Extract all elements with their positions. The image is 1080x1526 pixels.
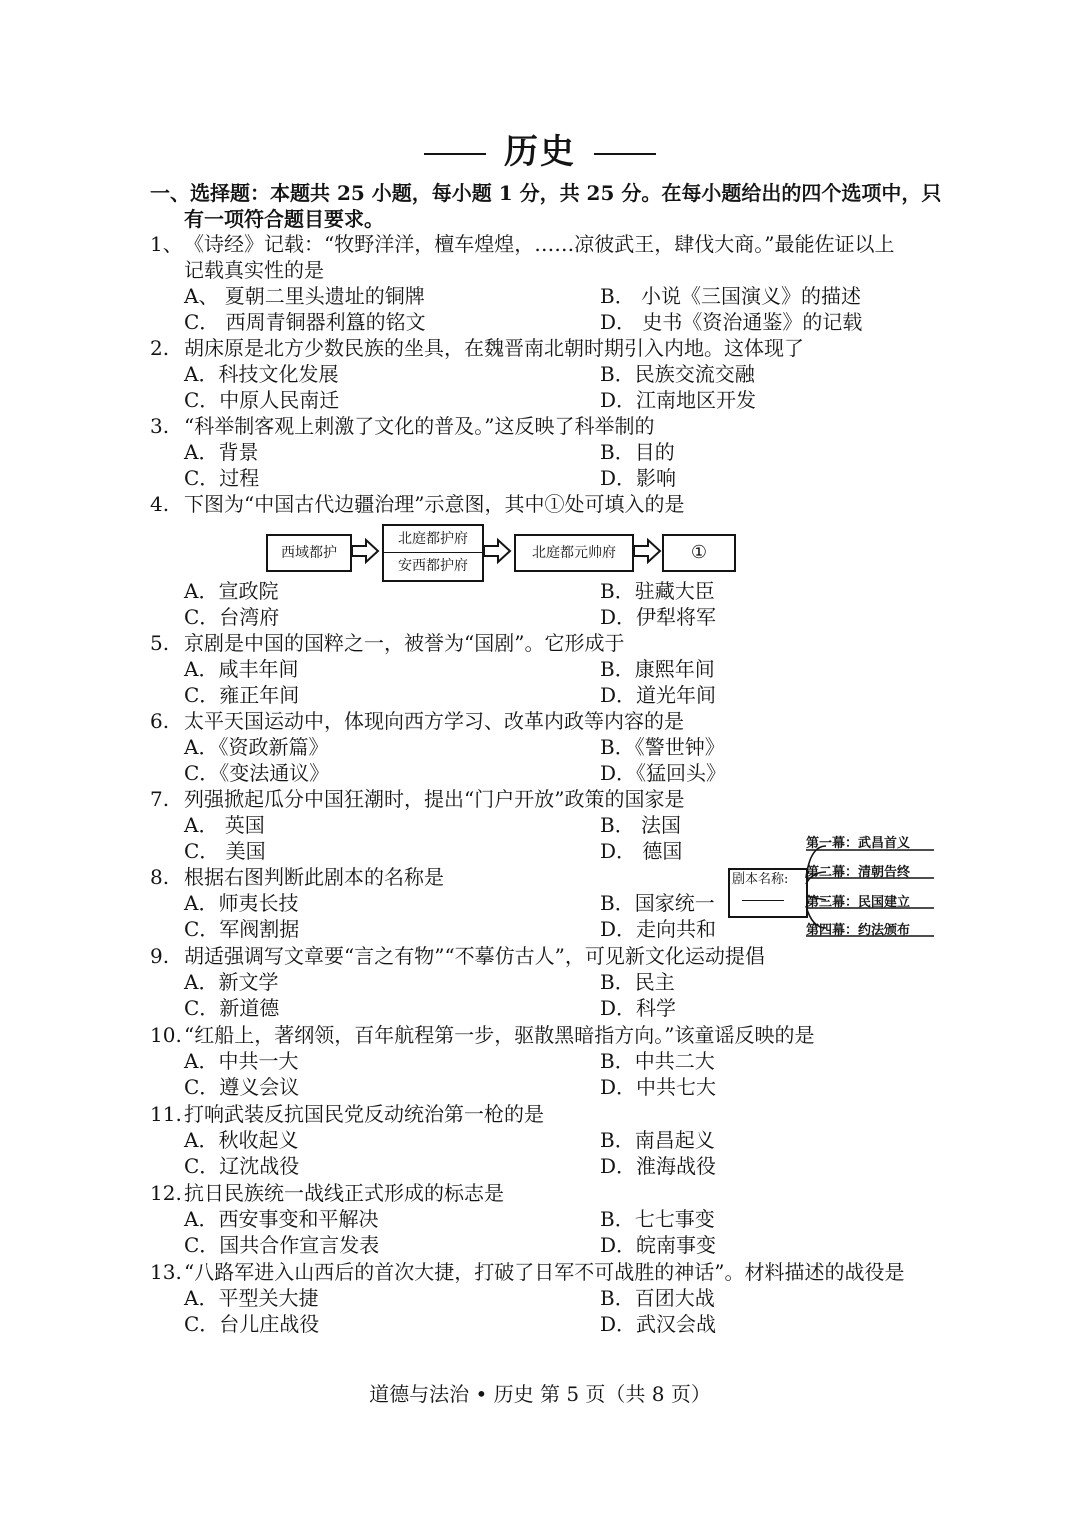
option-d[interactable]: D．道光年间: [600, 683, 717, 707]
question-number: 9.: [150, 944, 170, 968]
page-footer: 道德与法治 • 历史 第 5 页（共 8 页）: [369, 1382, 711, 1406]
option-c[interactable]: C．新道德: [184, 996, 280, 1020]
option-b[interactable]: B．民族交流交融: [600, 362, 755, 386]
question-number: 11.: [150, 1102, 182, 1126]
question-stem: 根据右图判断此剧本的名称是: [184, 865, 444, 889]
option-c[interactable]: C．雍正年间: [184, 683, 300, 707]
option-c[interactable]: C．《变法通议》: [184, 761, 330, 785]
question-stem: “科举制客观上刺激了文化的普及。”这反映了科举制的: [184, 414, 655, 438]
question-5: [150, 630, 950, 656]
option-d[interactable]: D．科学: [600, 996, 677, 1020]
option-d[interactable]: D．走向共和: [600, 917, 717, 941]
question-11: [150, 1101, 950, 1127]
script-act-3: 第三幕：民国建立: [806, 895, 911, 910]
option-c[interactable]: C．过程: [184, 466, 260, 490]
script-act-2: 第二幕：清朝告终: [806, 865, 911, 880]
option-d[interactable]: D．淮海战役: [600, 1154, 717, 1178]
option-b[interactable]: B．《警世钟》: [600, 735, 725, 759]
diagram-box-4: ①: [662, 534, 736, 572]
option-b[interactable]: B． 小说《三国演义》的描述: [600, 284, 862, 308]
option-c[interactable]: C．辽沈战役: [184, 1154, 300, 1178]
diagram-box-1: 西域都护: [266, 534, 352, 572]
option-c[interactable]: C． 美国: [184, 839, 266, 863]
option-b[interactable]: B．国家统一: [600, 891, 715, 915]
option-a[interactable]: A、 夏朝二里头遗址的铜牌: [184, 284, 425, 308]
question-number: 6.: [150, 709, 170, 733]
option-d[interactable]: D．江南地区开发: [600, 388, 757, 412]
question-number: 1、: [150, 232, 183, 256]
question-1: [150, 231, 950, 283]
question-7: [150, 786, 950, 812]
option-b[interactable]: B．中共二大: [600, 1049, 715, 1073]
question-number: 12.: [150, 1181, 182, 1205]
section-line-2: 有一项符合题目要求。: [184, 207, 384, 231]
question-stem: “八路军进入山西后的首次大捷，打破了日军不可战胜的神话”。材料描述的战役是: [184, 1260, 905, 1284]
arrow-2: [484, 540, 510, 562]
script-figure: [726, 830, 946, 940]
diagram-box-3: 北庭都元帅府: [514, 534, 634, 572]
option-a[interactable]: A．宣政院: [184, 579, 279, 603]
question-stem: 列强掀起瓜分中国狂潮时，提出“门户开放”政策的国家是: [184, 787, 685, 811]
option-d[interactable]: D．影响: [600, 466, 677, 490]
section-line-1: 一、选择题：本题共 25 小题，每小题 1 分，共 25 分。在每小题给出的四个选项中，只: [150, 181, 942, 205]
question-12: [150, 1180, 950, 1206]
question-number: 4.: [150, 492, 170, 516]
option-a[interactable]: A．咸丰年间: [184, 657, 299, 681]
question-stem: 太平天国运动中，体现向西方学习、改革内政等内容的是: [184, 709, 684, 733]
option-b[interactable]: B．七七事变: [600, 1207, 715, 1231]
option-c[interactable]: C．中原人民南迁: [184, 388, 340, 412]
question-number: 7.: [150, 787, 170, 811]
question-number: 2.: [150, 336, 170, 360]
diagram-box-2-bottom: 安西都护府: [398, 558, 468, 574]
option-a[interactable]: A．背景: [184, 440, 259, 464]
option-c[interactable]: C．遵义会议: [184, 1075, 300, 1099]
option-b[interactable]: B．康熙年间: [600, 657, 715, 681]
title-text: 历史: [504, 132, 576, 172]
section-heading: [150, 180, 950, 232]
option-a[interactable]: A．科技文化发展: [184, 362, 339, 386]
question-stem: 京剧是中国的国粹之一，被誉为“国剧”。它形成于: [184, 631, 625, 655]
script-act-4: 第四幕：约法颁布: [806, 923, 911, 938]
option-a[interactable]: A．新文学: [184, 970, 279, 994]
option-b[interactable]: B． 法国: [600, 813, 682, 837]
arrow-1: [352, 540, 378, 562]
question-stem: “红船上，著纲领，百年航程第一步，驱散黑暗指方向。”该童谣反映的是: [184, 1023, 815, 1047]
option-a[interactable]: A．秋收起义: [184, 1128, 299, 1152]
option-d[interactable]: D．《猛回头》: [600, 761, 727, 785]
question-number: 8.: [150, 865, 170, 889]
question-stem: 下图为“中国古代边疆治理”示意图，其中①处可填入的是: [184, 492, 685, 516]
option-a[interactable]: A．中共一大: [184, 1049, 299, 1073]
question-4: [150, 491, 950, 517]
title-dash-right: [594, 153, 656, 155]
border-governance-diagram: [262, 524, 742, 584]
question-number: 10.: [150, 1023, 182, 1047]
question-stem: 打响武装反抗国民党反动统治第一枪的是: [184, 1102, 544, 1126]
option-a[interactable]: A．平型关大捷: [184, 1286, 319, 1310]
option-c[interactable]: C．国共合作宣言发表: [184, 1233, 380, 1257]
script-act-1: 第一幕：武昌首义: [806, 836, 911, 851]
option-c[interactable]: C． 西周青铜器利簋的铭文: [184, 310, 426, 334]
arrow-3: [634, 540, 660, 562]
question-6: [150, 708, 950, 734]
option-d[interactable]: D．伊犁将军: [600, 605, 717, 629]
question-stem: 胡适强调写文章要“言之有物”“不摹仿古人”，可见新文化运动提倡: [184, 944, 765, 968]
question-2: [150, 335, 950, 361]
title-dash-left: [424, 153, 486, 155]
question-9: [150, 943, 950, 969]
page-title: [0, 124, 1080, 173]
question-stem-continued: 记载真实性的是: [184, 258, 324, 282]
option-a[interactable]: A．西安事变和平解决: [184, 1207, 379, 1231]
option-d[interactable]: D．皖南事变: [600, 1233, 717, 1257]
option-b[interactable]: B．南昌起义: [600, 1128, 715, 1152]
option-a[interactable]: A． 英国: [184, 813, 265, 837]
option-b[interactable]: B．驻藏大臣: [600, 579, 715, 603]
question-number: 13.: [150, 1260, 182, 1284]
script-name-label: 剧本名称:: [732, 872, 789, 887]
option-c[interactable]: C．军阀割据: [184, 917, 300, 941]
option-d[interactable]: D．中共七大: [600, 1075, 717, 1099]
option-c[interactable]: C．台儿庄战役: [184, 1312, 320, 1336]
option-b[interactable]: B．目的: [600, 440, 675, 464]
option-d[interactable]: D． 德国: [600, 839, 683, 863]
question-3: [150, 413, 950, 439]
question-10: [150, 1022, 950, 1048]
question-stem: 抗日民族统一战线正式形成的标志是: [184, 1181, 504, 1205]
diagram-box-2: [382, 524, 484, 582]
question-stem: 《诗经》记载：“牧野洋洋，檀车煌煌，……凉彼武王，肆伐大商。”最能佐证以上: [184, 232, 895, 256]
option-d[interactable]: D． 史书《资治通鉴》的记载: [600, 310, 863, 334]
question-stem: 胡床原是北方少数民族的坐具，在魏晋南北朝时期引入内地。这体现了: [184, 336, 804, 360]
question-13: [150, 1259, 950, 1285]
option-a[interactable]: A．师夷长技: [184, 891, 299, 915]
option-c[interactable]: C．台湾府: [184, 605, 280, 629]
question-number: 5.: [150, 631, 170, 655]
option-b[interactable]: B．民主: [600, 970, 675, 994]
option-d[interactable]: D．武汉会战: [600, 1312, 717, 1336]
option-a[interactable]: A．《资政新篇》: [184, 735, 329, 759]
diagram-box-2-top: 北庭都护府: [384, 526, 482, 553]
question-number: 3.: [150, 414, 170, 438]
option-b[interactable]: B．百团大战: [600, 1286, 715, 1310]
